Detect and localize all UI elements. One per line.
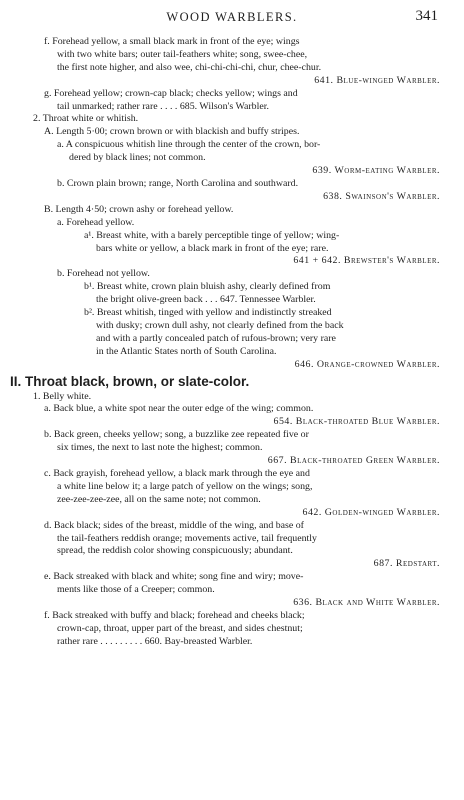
species-reference: 641 + 642. Brewster's Warbler. (293, 255, 440, 267)
entry-line: crown-cap, throat, upper part of the breast, and sides chestnut; (57, 622, 303, 634)
entry-line: b². Breast whitish, tinged with yellow and indistinctly streaked (84, 307, 332, 319)
entry-line: 2. Throat white or whitish. (33, 113, 139, 125)
entry-line: ments like those of a Creeper; common. (57, 584, 215, 596)
entry-line: dered by black lines; not common. (69, 152, 206, 164)
key-entry (0, 268, 464, 371)
key-entry (0, 468, 464, 520)
species-reference: 639. Worm-eating Warbler. (312, 165, 440, 177)
entry-line: A. Length 5·00; crown brown or with blackish and buffy stripes. (44, 126, 300, 138)
entry-line: and with a partly concealed patch of rufous-brown; very rare (96, 332, 336, 344)
key-entry (0, 429, 464, 468)
entry-line: e. Back streaked with black and white; song fine and wiry; move- (44, 571, 304, 583)
entry-line: a. A conspicuous whitish line through the center of the crown, bor- (57, 139, 321, 151)
entry-line: rather rare . . . . . . . . . 660. Bay-breasted Warbler. (57, 635, 253, 647)
entry-line: the bright olive-green back . . . 647. Tennessee Warbler. (96, 294, 316, 306)
key-entry (0, 36, 464, 88)
entry-line: six times, the next to last note the highest; common. (57, 442, 263, 454)
entry-line: a. Forehead yellow. (57, 216, 135, 228)
species-reference: 636. Black and White Warbler. (293, 597, 440, 609)
key-entry (0, 391, 464, 430)
entry-line: f. Back streaked with buffy and black; forehead and cheeks black; (44, 609, 305, 621)
species-reference: 646. Orange-crowned Warbler. (294, 358, 440, 370)
running-head: WOOD WARBLERS. (166, 10, 298, 24)
species-reference: 641. Blue-winged Warbler. (314, 74, 440, 86)
entry-line: c. Back grayish, forehead yellow, a black mark through the eye and (44, 468, 310, 479)
species-reference: 667. Black-throated Green Warbler. (267, 455, 440, 467)
entry-line: in the Atlantic States north of South Carolina. (96, 345, 277, 357)
key-entry (0, 204, 464, 269)
entry-line: a¹. Breast white, with a barely perceptible tinge of yellow; wing- (84, 229, 340, 241)
species-reference: 638. Swainson's Warbler. (323, 190, 440, 202)
entry-line: a white line below it; a large patch of yellow on the wings; song, (57, 480, 313, 492)
page-number: 341 (415, 8, 438, 24)
entry-line: d. Back black; sides of the breast, middle of the wing, and base of (44, 519, 304, 531)
entry-line: bars white or yellow, a black mark in front of the eye; rare. (96, 242, 329, 254)
key-entry (0, 520, 464, 572)
entry-line: with dusky; crown dull ashy, not clearly defined from the back (96, 319, 344, 331)
entry-line: the tail-feathers reddish orange; movements active, tail frequently (57, 532, 317, 544)
page-header (0, 8, 464, 28)
entry-line: b. Crown plain brown; range, North Carolina and southward. (57, 177, 299, 189)
entry-line: zee-zee-zee-zee, all on the same note; not common. (57, 493, 261, 505)
entry-line: with two white bars; outer tail-feathers white; song, swee-chee, (57, 48, 308, 60)
entry-line: B. Length 4·50; crown ashy or forehead yellow. (44, 203, 234, 215)
entry-line: 1. Belly white. (33, 390, 92, 402)
entry-line: b. Back green, cheeks yellow; song, a buzzlike zee repeated five or (44, 429, 309, 441)
entry-line: tail unmarked; rather rare . . . . 685. Wilson's Warbler. (57, 100, 269, 112)
entry-line: a. Back blue, a white spot near the outer edge of the wing; common. (44, 403, 314, 415)
entry-line: f. Forehead yellow, a small black mark in front of the eye; wings (44, 36, 300, 47)
key-entry (0, 88, 464, 114)
species-reference: 642. Golden-winged Warbler. (302, 506, 440, 518)
key-entry (0, 571, 464, 610)
entry-line: g. Forehead yellow; crown-cap black; checks yellow; wings and (44, 87, 298, 99)
entry-line: b. Forehead not yellow. (57, 268, 150, 280)
section-heading: II. Throat black, brown, or slate-color. (10, 373, 250, 389)
entry-line: spread, the reddish color showing conspicuously; abundant. (57, 545, 293, 557)
species-reference: 654. Black-throated Blue Warbler. (273, 416, 440, 428)
entry-line: b¹. Breast white, crown plain bluish ashy, clearly defined from (84, 281, 331, 293)
key-content (0, 36, 464, 649)
species-reference: 687. Redstart. (373, 558, 440, 570)
key-entry (0, 113, 464, 178)
entry-line: the first note higher, and also wee, chi-chi-chi-chi, chur, chee-chur. (57, 61, 322, 73)
key-entry (0, 610, 464, 649)
key-entry (0, 178, 464, 204)
